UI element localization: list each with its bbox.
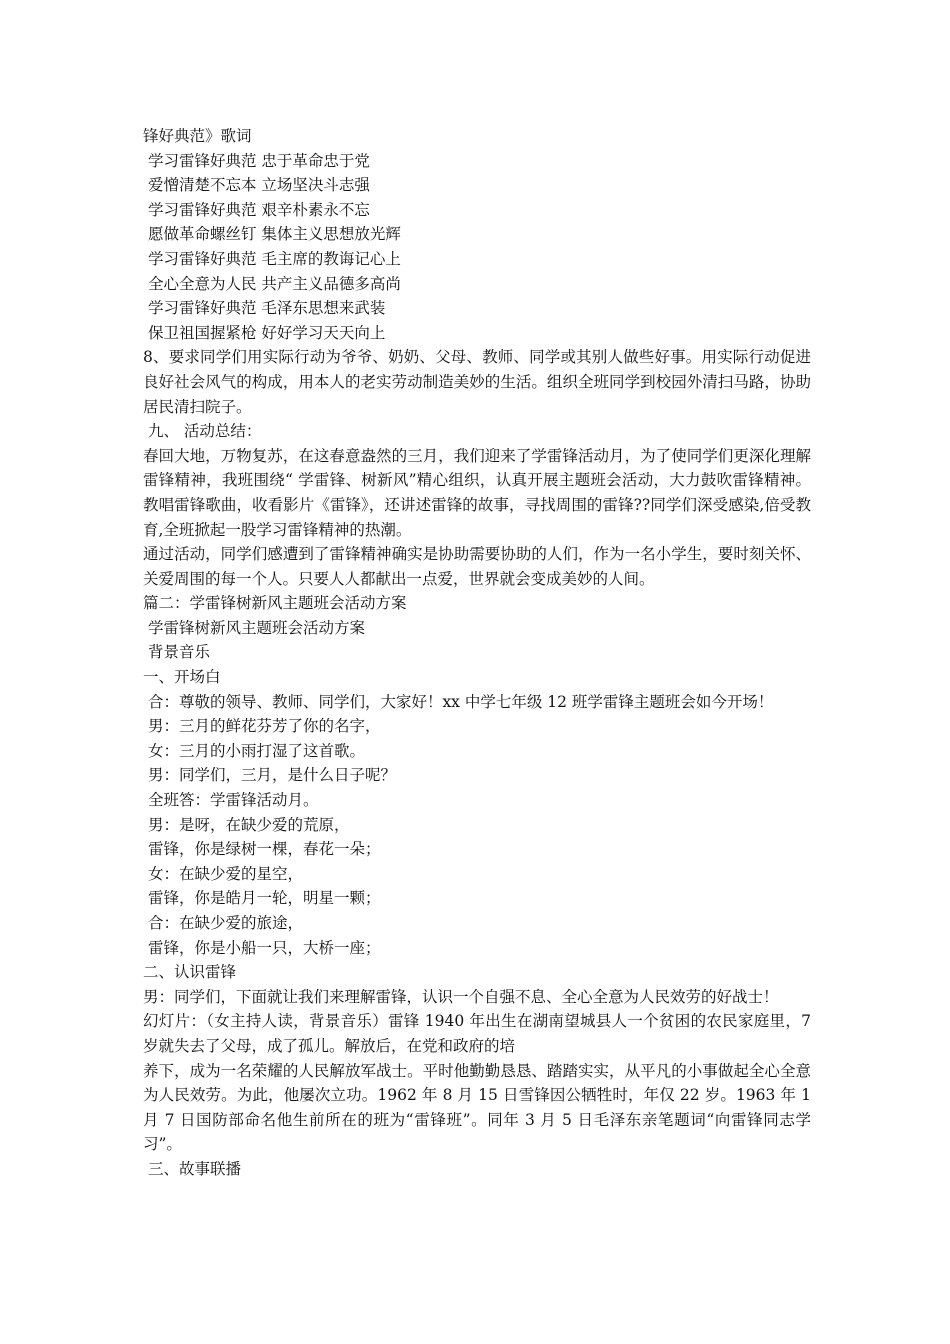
text-line: 学习雷锋好典范 毛主席的教诲记心上 xyxy=(143,249,401,268)
paragraph: 幻灯片：（女主持人读，背景音乐）雷锋 1940 年出生在湖南望城县人一个贫困的农民家庭里，7 岁就失去了父母，成了孤儿。解放后，在党和政府的培 xyxy=(143,1012,811,1055)
text-line: 学习雷锋好典范 忠于革命忠于党 xyxy=(143,151,370,170)
paragraph: 通过活动，同学们感遭到了雷锋精神确实是协助需要协助的人们，作为一名小学生，要时刻关怀、关爱周围的每一个人。只要人人都献出一点爱，世界就会变成美妙的人间。 xyxy=(143,545,811,588)
text-line: 学雷锋树新风主题班会活动方案 xyxy=(143,618,365,637)
text-line: 全心全意为人民 共产主义品德多高尚 xyxy=(143,274,401,293)
text-line: 男：同学们，三月，是什么日子呢？ xyxy=(143,766,396,785)
text-line: 女：三月的小雨打湿了这首歌。 xyxy=(143,741,365,760)
text-line: 篇二：学雷锋树新风主题班会活动方案 xyxy=(143,594,407,613)
text-line: 女：在缺少爱的星空， xyxy=(143,864,303,883)
paragraph: 男：同学们，下面就让我们来理解雷锋，认识一个自强不息、全心全意为人民效劳的好战士！ xyxy=(143,987,779,1006)
text-line: 一、开场白 xyxy=(143,668,221,687)
text-line: 男：是呀，在缺少爱的荒原， xyxy=(143,815,350,834)
text-line: 雷锋，你是绿树一棵，春花一朵； xyxy=(143,840,381,859)
text-line: 九、 活动总结： xyxy=(143,422,262,441)
paragraph: 春回大地，万物复苏，在这春意盎然的三月，我们迎来了学雷锋活动月，为了使同学们更深化理解雷锋精神，我班围绕“ 学雷锋、树新风”精心组织，认真开展主题班会活动，大力鼓吹雷锋精神。教唱雷锋歌曲，收看影片《雷锋》，还讲述雷锋的故事，寻找周围的雷锋??同学们深受感染,倍受教育,全班掀起一股学习雷锋精神的热潮。 xyxy=(143,446,811,539)
text-line: 保卫祖国握紧枪 好好学习天天向上 xyxy=(143,323,386,342)
text-line: 合：在缺少爱的旅途， xyxy=(143,914,303,932)
text-line: 学习雷锋好典范 艰辛朴素永不忘 xyxy=(143,200,370,219)
text-line: 雷锋，你是皓月一轮，明星一颗； xyxy=(143,889,381,908)
document-page xyxy=(143,124,811,1182)
text-line: 全班答：学雷锋活动月。 xyxy=(143,791,319,810)
text-line: 合：尊敬的领导、教师、同学们，大家好！xx 中学七年级 12 班学雷锋主题班会如今开场！ xyxy=(143,692,774,711)
text-line: 三、故事联播 xyxy=(143,1159,241,1178)
text-line: 学习雷锋好典范 毛泽东思想来武装 xyxy=(143,299,386,318)
text-line: 背景音乐 xyxy=(143,643,210,662)
text-line: 爱憎清楚不忘本 立场坚决斗志强 xyxy=(143,176,370,195)
paragraph: 8、要求同学们用实际行动为爷爷、奶奶、父母、教师、同学或其别人做些好事。用实际行动促进良好社会风气的构成，用本人的老实劳动制造美妙的生活。组织全班同学到校园外清扫马路，协助居民清扫院子。 xyxy=(143,348,811,416)
text-line: 愿做革命螺丝钉 集体主义思想放光辉 xyxy=(143,225,401,244)
text-line: 锋好典范》歌词 xyxy=(143,127,252,145)
text-line: 男：三月的鲜花芬芳了你的名字， xyxy=(143,717,381,736)
paragraph: 养下，成为一名荣耀的人民解放军战士。平时他勤勤恳恳、踏踏实实，从平凡的小事做起全心全意为人民效劳。为此，他屡次立功。1962 年 8 月 15 日雪锋因公牺牲时，年仅 22 岁。1963 年 1 月 7 日国防部命名他生前所在的班为“雷锋班”。同年 3 月 5 日毛泽东亲笔题词“向雷锋同志学习”。 xyxy=(143,1061,811,1154)
text-line: 雷锋，你是小船一只，大桥一座； xyxy=(143,938,381,957)
text-line: 二、认识雷锋 xyxy=(143,963,237,982)
